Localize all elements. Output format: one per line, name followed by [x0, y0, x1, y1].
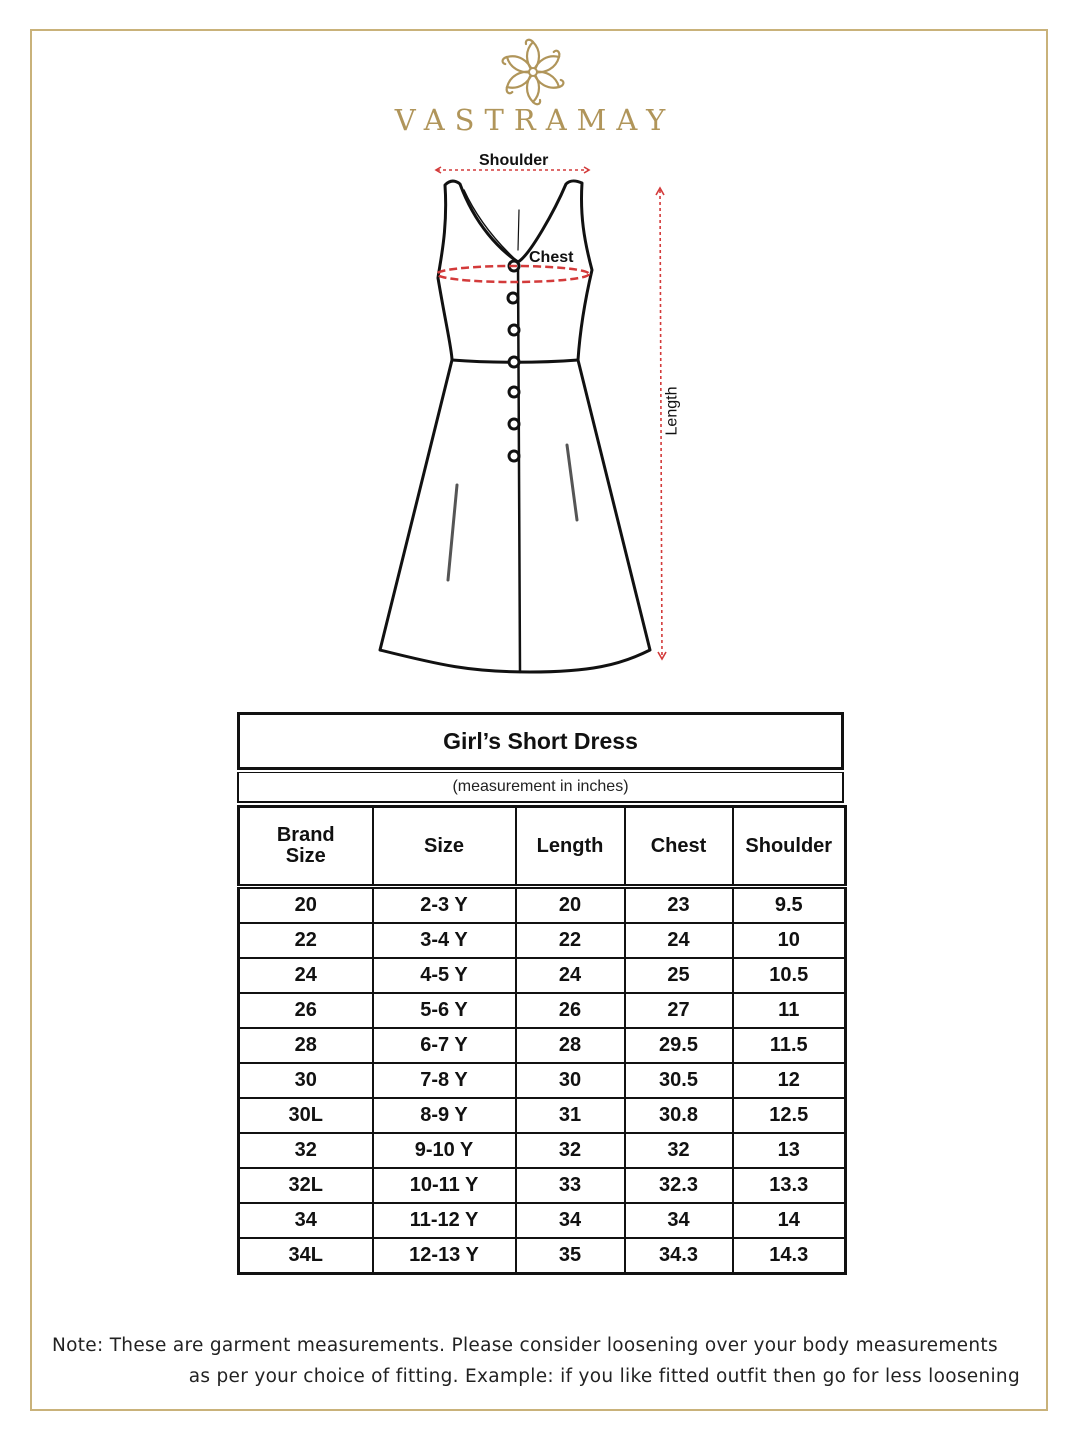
cell-shoulder: 10: [733, 923, 846, 958]
table-row: [239, 958, 846, 993]
table-row: [239, 1238, 846, 1274]
fitting-note: [52, 1330, 1020, 1392]
cell-chest: 24: [625, 923, 733, 958]
brand-name: VASTRAMAY: [394, 103, 676, 137]
cell-length: 32: [516, 1133, 625, 1168]
cell-size: 7-8 Y: [373, 1063, 516, 1098]
cell-chest: 27: [625, 993, 733, 1028]
header-length: Length: [516, 807, 625, 887]
cell-chest: 34.3: [625, 1238, 733, 1274]
cell-size: 3-4 Y: [373, 923, 516, 958]
table-header-row: [239, 807, 846, 887]
cell-chest: 32: [625, 1133, 733, 1168]
cell-shoulder: 12.5: [733, 1098, 846, 1133]
cell-chest: 30.5: [625, 1063, 733, 1098]
header-chest: Chest: [625, 807, 733, 887]
cell-chest: 25: [625, 958, 733, 993]
cell-chest: 34: [625, 1203, 733, 1238]
cell-brand-size: 30L: [239, 1098, 373, 1133]
cell-brand-size: 26: [239, 993, 373, 1028]
cell-brand-size: 34L: [239, 1238, 373, 1274]
cell-shoulder: 14: [733, 1203, 846, 1238]
header-size: Size: [373, 807, 516, 887]
table-subtitle: (measurement in inches): [237, 772, 844, 803]
cell-length: 22: [516, 923, 625, 958]
cell-chest: 30.8: [625, 1098, 733, 1133]
table-row: [239, 1168, 846, 1203]
table-title: Girl’s Short Dress: [237, 712, 844, 770]
cell-shoulder: 12: [733, 1063, 846, 1098]
cell-size: 4-5 Y: [373, 958, 516, 993]
cell-brand-size: 22: [239, 923, 373, 958]
chest-label: Chest: [529, 249, 574, 266]
table-row: [239, 887, 846, 924]
cell-length: 20: [516, 887, 625, 924]
cell-shoulder: 11: [733, 993, 846, 1028]
cell-length: 30: [516, 1063, 625, 1098]
cell-chest: 32.3: [625, 1168, 733, 1203]
cell-shoulder: 10.5: [733, 958, 846, 993]
cell-length: 26: [516, 993, 625, 1028]
cell-size: 6-7 Y: [373, 1028, 516, 1063]
cell-size: 5-6 Y: [373, 993, 516, 1028]
cell-brand-size: 24: [239, 958, 373, 993]
cell-shoulder: 13.3: [733, 1168, 846, 1203]
table-row: [239, 1063, 846, 1098]
cell-size: 10-11 Y: [373, 1168, 516, 1203]
table-row: [239, 1098, 846, 1133]
cell-chest: 23: [625, 887, 733, 924]
size-chart-table: [237, 712, 844, 1275]
table-row: [239, 1203, 846, 1238]
cell-size: 9-10 Y: [373, 1133, 516, 1168]
length-label: Length: [663, 386, 681, 436]
cell-brand-size: 28: [239, 1028, 373, 1063]
cell-length: 34: [516, 1203, 625, 1238]
cell-size: 12-13 Y: [373, 1238, 516, 1274]
cell-shoulder: 9.5: [733, 887, 846, 924]
cell-brand-size: 32L: [239, 1168, 373, 1203]
dress-diagram: [360, 150, 700, 690]
cell-size: 8-9 Y: [373, 1098, 516, 1133]
cell-brand-size: 20: [239, 887, 373, 924]
note-line-1: Note: These are garment measurements. Please consider loosening over your body measurements: [52, 1335, 998, 1356]
cell-brand-size: 30: [239, 1063, 373, 1098]
header-shoulder: Shoulder: [733, 807, 846, 887]
cell-size: 2-3 Y: [373, 887, 516, 924]
size-table-grid: [237, 805, 847, 1275]
cell-size: 11-12 Y: [373, 1203, 516, 1238]
shoulder-label: Shoulder: [479, 152, 549, 169]
cell-length: 24: [516, 958, 625, 993]
table-row: [239, 993, 846, 1028]
cell-length: 35: [516, 1238, 625, 1274]
table-row: [239, 1028, 846, 1063]
cell-brand-size: 32: [239, 1133, 373, 1168]
cell-length: 28: [516, 1028, 625, 1063]
cell-shoulder: 14.3: [733, 1238, 846, 1274]
header-brand-size: Brand Size: [239, 807, 373, 887]
cell-brand-size: 34: [239, 1203, 373, 1238]
note-line-2: as per your choice of fitting. Example: if you like fitted outfit then go for less loosening: [188, 1366, 1020, 1387]
cell-chest: 29.5: [625, 1028, 733, 1063]
cell-shoulder: 13: [733, 1133, 846, 1168]
table-row: [239, 1133, 846, 1168]
table-row: [239, 923, 846, 958]
flower-mandala-icon: [495, 36, 571, 108]
cell-length: 33: [516, 1168, 625, 1203]
cell-shoulder: 11.5: [733, 1028, 846, 1063]
cell-length: 31: [516, 1098, 625, 1133]
